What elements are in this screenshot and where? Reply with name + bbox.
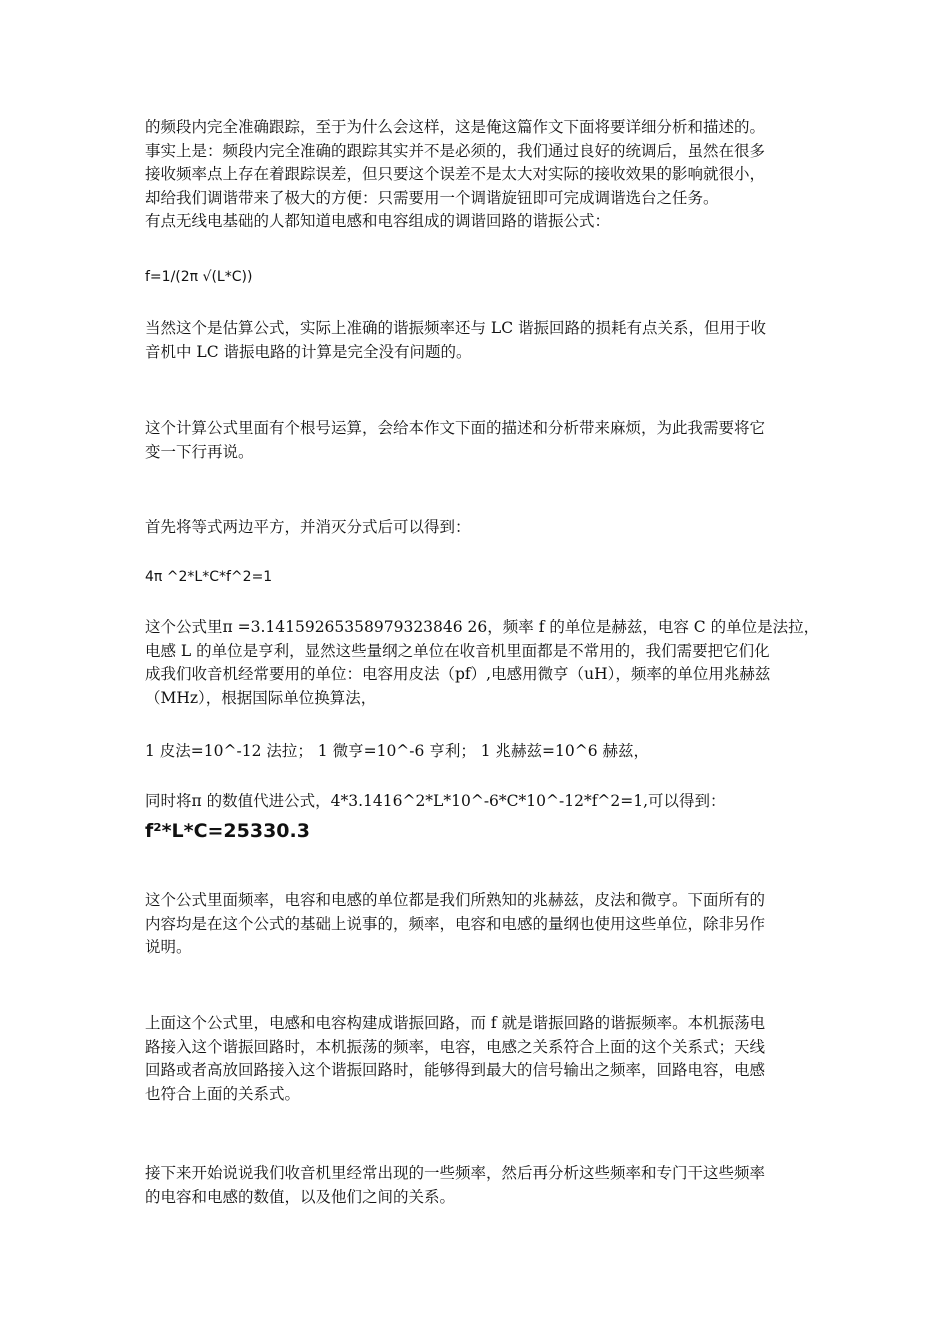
text-line: 也符合上面的关系式。 (145, 1084, 301, 1103)
formula-squared: 4π ^2*L*C*f^2=1 (145, 569, 273, 585)
text-line: 这个计算公式里面有个根号运算，会给本作文下面的描述和分析带来麻烦，为此我需要将它 (145, 419, 766, 437)
text-line: 变一下行再说。 (145, 442, 254, 461)
text-line: 路接入这个谐振回路时，本机振荡的频率，电容，电感之关系符合上面的这个关系式；天线 (145, 1037, 766, 1056)
paragraph-oscillator (145, 1012, 809, 1106)
paragraph-units (145, 616, 820, 710)
text-line: （MHz），根据国际单位换算法， (145, 688, 377, 707)
text-line: 的频段内完全准确跟踪，至于为什么会这样，这是俺这篇作文下面将要详细分析和描述的。 (145, 118, 766, 136)
text-line: 电感 L 的单位是亨利，显然这些量纲之单位在收音机里面都是不常用的，我们需要把它们化 (145, 641, 770, 660)
text-line: 事实上是：频段内完全准确的跟踪其实并不是必须的，我们通过良好的统调后，虽然在很多 (145, 141, 766, 160)
text-line: 接收频率点上存在着跟踪误差，但只要这个误差不是太大对实际的接收效果的影响就很小， (145, 165, 766, 183)
formula-resonance: f=1/(2π √(L*C)) (145, 269, 253, 285)
paragraph-conversion: 1 皮法=10^-12 法拉； 1 微亨=10^-6 亨利； 1 兆赫兹=10^6 赫兹， (145, 742, 650, 760)
text-line: 回路或者高放回路接入这个谐振回路时，能够得到最大的信号输出之频率，回路电容，电感 (145, 1061, 766, 1079)
text-line: 当然这个是估算公式，实际上准确的谐振频率还与 LC 谐振回路的损耗有点关系，但用于收 (145, 319, 767, 337)
text-line: 这个公式里面频率，电容和电感的单位都是我们所熟知的兆赫兹，皮法和微亨。下面所有的 (145, 891, 766, 909)
text-line: 却给我们调谐带来了极大的方便：只需要用一个调谐旋钮即可完成调谐选台之任务。 (145, 188, 719, 207)
paragraph-sqrt (145, 417, 809, 464)
paragraph-square: 首先将等式两边平方，并消灭分式后可以得到： (145, 518, 471, 536)
formula-result: f²*L*C=25330.3 (145, 820, 310, 842)
paragraph-tracking (145, 116, 809, 234)
text-line: 说明。 (145, 938, 192, 956)
text-line: 上面这个公式里，电感和电容构建成谐振回路，而 f 就是谐振回路的谐振频率。本机振荡电 (145, 1014, 766, 1032)
text-line: 接下来开始说说我们收音机里经常出现的一些频率，然后再分析这些频率和专门干这些频率 (145, 1164, 766, 1182)
paragraph-substitute: 同时将π 的数值代进公式，4*3.1416^2*L*10^-6*C*10^-12*f^2=1,可以得到： (145, 792, 726, 810)
text-line: 这个公式里π =3.14159265358979323846 26，频率 f 的单位是赫兹，电容 C 的单位是法拉， (145, 618, 820, 636)
text-line: 音机中 LC 谐振电路的计算是完全没有问题的。 (145, 342, 472, 361)
text-line: 内容均是在这个公式的基础上说事的，频率，电容和电感的量纲也使用这些单位，除非另作 (145, 914, 766, 933)
text-line: 的电容和电感的数值，以及他们之间的关系。 (145, 1187, 456, 1206)
text-line: 有点无线电基础的人都知道电感和电容组成的调谐回路的谐振公式： (145, 212, 611, 230)
text-line: 成我们收音机经常要用的单位：电容用皮法（pf）,电感用微亨（uH），频率的单位用兆赫兹 (145, 665, 771, 683)
paragraph-next (145, 1162, 809, 1209)
paragraph-estimate (145, 317, 809, 364)
paragraph-units-explained (145, 889, 809, 960)
